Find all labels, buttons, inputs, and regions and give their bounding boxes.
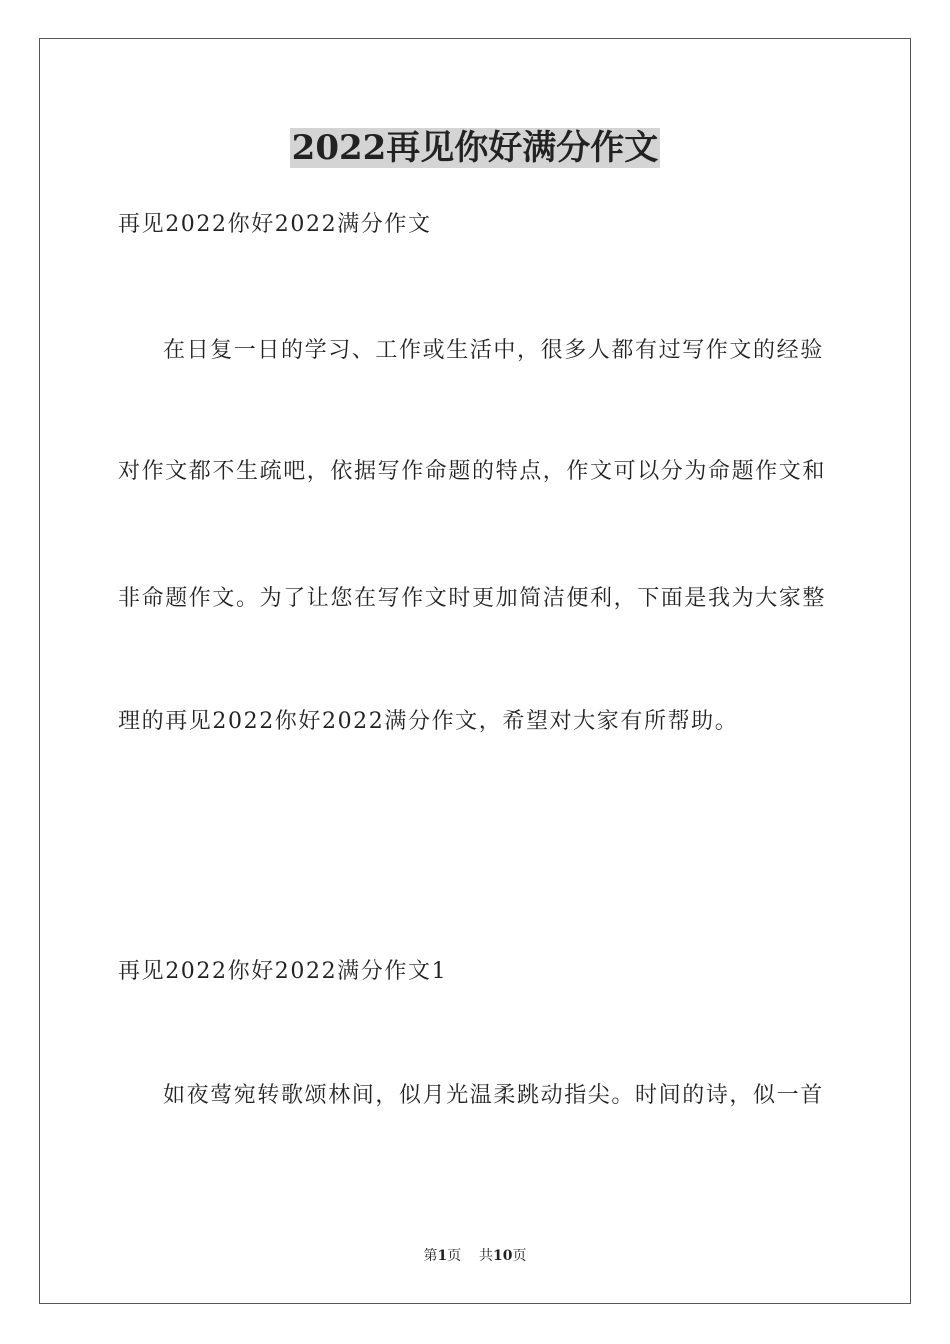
- page-footer: [0, 1247, 950, 1265]
- total-suffix: 页: [512, 1248, 527, 1264]
- paragraph-line: 理的再见2022你好2022满分作文，希望对大家有所帮助。: [118, 709, 739, 734]
- page-number: 1: [437, 1248, 448, 1264]
- paragraph-line: 非命题作文。为了让您在写作文时更加简洁便利，下面是我为大家整: [118, 586, 827, 611]
- paragraph-line: 在日复一日的学习、工作或生活中，很多人都有过写作文的经验: [163, 338, 824, 363]
- paragraph-line: 如夜莺宛转歌颂林间，似月光温柔跳动指尖。时间的诗，似一首: [163, 1083, 824, 1108]
- paragraph-line: 对作文都不生疏吧，依据写作命题的特点，作文可以分为命题作文和: [118, 459, 827, 484]
- total-pages: 10: [493, 1248, 513, 1264]
- document-title-text: 2022再见你好满分作文: [291, 128, 659, 168]
- document-subtitle: 再见2022你好2022满分作文: [118, 212, 432, 237]
- total-prefix: 共: [479, 1248, 494, 1264]
- section-heading: 再见2022你好2022满分作文1: [118, 959, 448, 984]
- page-prefix: 第: [423, 1248, 438, 1264]
- page-suffix: 页: [447, 1248, 462, 1264]
- document-title: [0, 126, 950, 170]
